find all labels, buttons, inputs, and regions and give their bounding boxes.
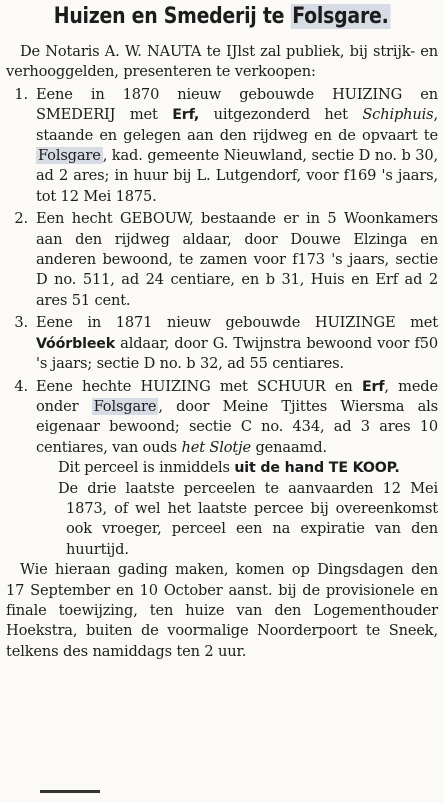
lot-3 — [6, 313, 438, 374]
lot-2 — [6, 209, 438, 311]
lot-1-text-a: Eene in 1870 nieuw gebouwde HUIZING en SMEDERIJ met — [36, 85, 438, 124]
lot-1-italic-schiphuis: Schiphuis — [362, 106, 434, 124]
lot-1-text-g: , kad. gemeente Nieuwland, sectie D no. b 30, ad 2 ares; in huur bij L. Lutgendorf, voor f169 's jaars, tot 12 Mei 1875. — [36, 147, 438, 205]
lot-4-text-g: genaamd. — [251, 438, 327, 456]
lot-number: 2. — [14, 210, 28, 228]
lot-4-text-a: Eene hechte HUIZING met SCHUUR en — [36, 377, 362, 395]
intro-paragraph: De Notaris A. W. NAUTA te IJlst zal publiek, bij strijk- en verhooggelden, presenteren te verkoopen: — [6, 43, 438, 81]
lot-1-bold-erf: Erf, — [172, 107, 200, 124]
lot-number: 3. — [14, 314, 28, 332]
lot-text: Een hecht GEBOUW, bestaande er in 5 Woonkamers aan den rijdweg aldaar, door Douwe Elzinga en anderen bewoond, te zamen voor f173 's jaars, sectie D no. 511, ad 24 centiare, en b 31, Huis en Erf ad 2 ares 51 cent. — [36, 210, 438, 309]
sale-note-bold: uit de hand TE KOOP. — [234, 460, 400, 477]
lot-4-place-highlight: Folsgare — [93, 397, 157, 415]
lot-1-text-e: , staande en gelegen aan den rijdweg en de opvaart te — [36, 106, 439, 144]
lot-number: 1. — [14, 85, 28, 103]
headline — [31, 4, 413, 29]
lot-3-text-a: Eene in 1871 nieuw gebouwde HUIZINGE met — [36, 314, 438, 332]
lot-4-text-c: , mede onder — [36, 377, 438, 415]
headline-place-highlight: Folsgare. — [292, 4, 389, 29]
lot-4-bold-erf: Erf — [361, 378, 385, 395]
headline-prefix: Huizen en Smederij te — [53, 4, 291, 29]
possession-paragraph: De drie laatste perceelen te aanvaarden 12 Mei 1873, of wel het laatste percee bij overeenkomst ook vroeger, perceel een na expiratie van den huurtijd. — [58, 479, 438, 558]
clipping-edge-rule — [40, 790, 100, 803]
lot-1-place-highlight: Folsgare — [38, 147, 101, 165]
sale-note — [6, 458, 438, 478]
lot-text — [36, 377, 438, 459]
lot-1-text-c: uitgezonderd het — [199, 106, 363, 124]
lot-3-text-c: aldaar, door G. Twijnstra bewoond voor f50 's jaars; sectie D no. b 32, ad 55 centiares. — [36, 334, 438, 373]
lot-3-bold-voorbleek: Vóórbleek — [36, 335, 116, 352]
lot-4-text-e: , door Meine Tjittes Wiersma als eigenaar bewoond; sectie C no. 434, ad 3 ares 10 centiares, van ouds — [36, 397, 438, 456]
lot-4-italic-slotje: het Slotje — [181, 438, 251, 456]
lot-number: 4. — [14, 377, 28, 395]
lot-text — [36, 313, 438, 374]
article-body — [6, 42, 438, 662]
lot-4 — [6, 377, 438, 459]
lot-1 — [6, 85, 438, 207]
lot-text — [36, 85, 438, 207]
sale-note-text: Dit perceel is inmiddels — [58, 459, 235, 477]
closing-paragraph: Wie hieraan gading maken, komen op Dingsdagen den 17 September en 10 October aanst. bij de provisionele en finale toewijzing, ten huize van den Logementhouder Hoekstra, buiten de voormalige Noorderpoort te Sneek, telkens des namiddags ten 2 uur. — [6, 561, 438, 660]
